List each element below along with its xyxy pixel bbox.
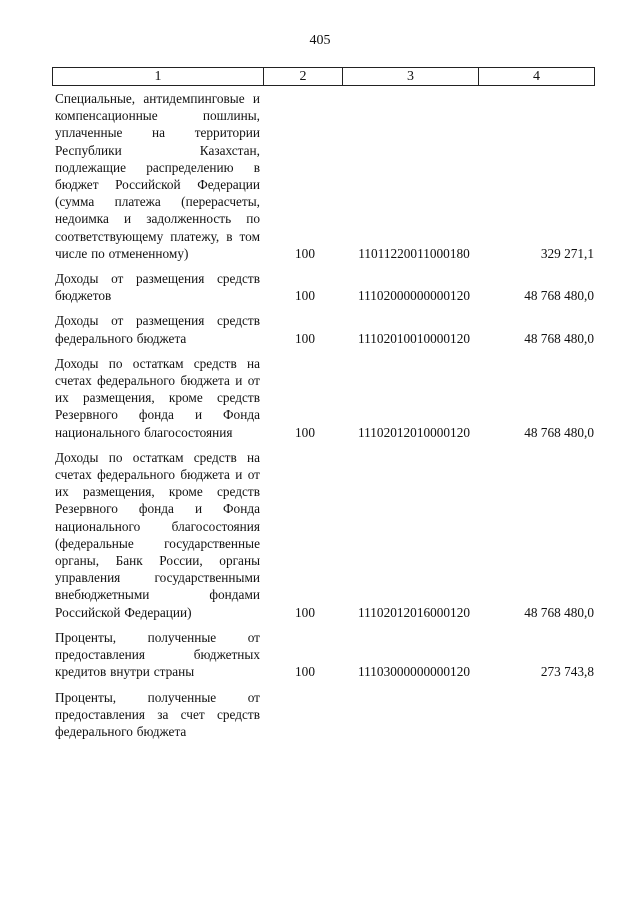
table-row	[55, 629, 595, 681]
row-description: Доходы по остаткам средств на счетах федерального бюджета и от их размещения, кроме средств Резервного фонда и Фонда национального благосостояния (федеральные государственные органы, Банк России, органы управления государственными внебюджетными фондами Российской Федерации)	[55, 449, 260, 620]
row-description: Доходы от размещения средств бюджетов	[55, 271, 260, 304]
table-row	[55, 270, 595, 304]
table-header	[52, 67, 595, 86]
table-row	[55, 449, 595, 621]
header-col-4: 4	[479, 68, 595, 86]
row-amount: 329 271,1	[540, 245, 594, 261]
table-row	[55, 355, 595, 441]
row-description: Доходы от размещения средств федерального бюджета	[55, 313, 260, 346]
row-description: Доходы по остаткам средств на счетах федерального бюджета и от их размещения, кроме средств Резервного фонда и Фонда национального благосостояния	[55, 355, 260, 440]
row-code: 11102012010000120	[357, 424, 471, 440]
row-col2: 100	[295, 330, 315, 346]
row-code: 11103000000000120	[357, 664, 471, 680]
table-row	[55, 90, 595, 262]
row-col2: 100	[295, 245, 315, 261]
row-code: 11102000000000120	[357, 288, 471, 304]
row-amount: 273 743,8	[540, 664, 594, 680]
row-code: 11102012016000120	[357, 604, 471, 620]
row-code: 11102010010000120	[357, 330, 471, 346]
table-body	[55, 90, 595, 748]
row-col2: 100	[295, 604, 315, 620]
row-col2: 100	[295, 424, 315, 440]
table-row	[55, 312, 595, 346]
row-amount: 48 768 480,0	[524, 604, 594, 620]
header-col-3: 3	[343, 68, 479, 86]
row-description: Проценты, полученные от предоставления бюджетных кредитов внутри страны	[55, 629, 260, 680]
row-amount: 48 768 480,0	[524, 424, 594, 440]
header-col-2: 2	[264, 68, 343, 86]
row-amount: 48 768 480,0	[524, 288, 594, 304]
row-amount: 48 768 480,0	[524, 330, 594, 346]
row-code: 11011220011000180	[358, 245, 470, 261]
row-description: Специальные, антидемпинговые и компенсационные пошлины, уплаченные на территории Республики Казахстан, подлежащие распределению в бюджет Российской Федерации (сумма платежа (перерасчеты, недоимка и задолженность по соответствующему платежу, в том числе по отмененному)	[55, 91, 260, 261]
table-row	[55, 689, 595, 741]
row-description: Проценты, полученные от предоставления за счет средств федерального бюджета	[55, 689, 260, 739]
header-col-1: 1	[53, 68, 264, 86]
page-number: 405	[309, 33, 331, 48]
row-col2: 100	[295, 664, 315, 680]
row-col2: 100	[295, 288, 315, 304]
